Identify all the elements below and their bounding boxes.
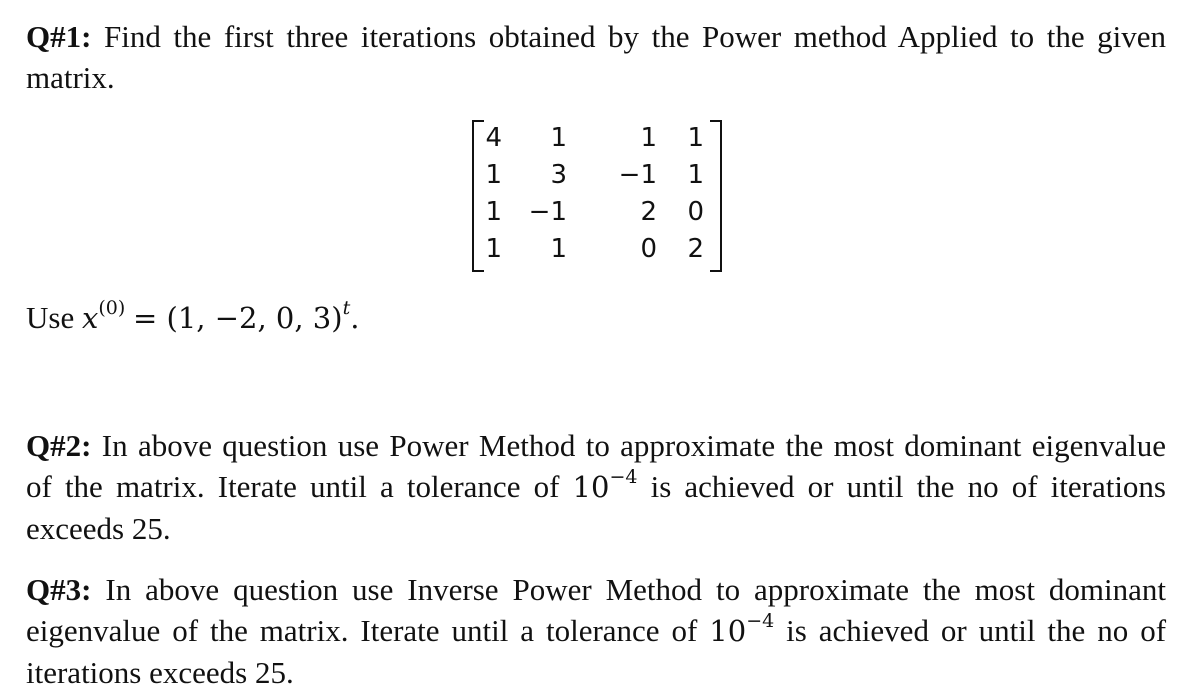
matrix-cell-r3-c2: −1 bbox=[528, 197, 567, 227]
matrix-cell-r1-c2: 1 bbox=[550, 123, 567, 153]
question-2-label: Q#2: bbox=[26, 428, 92, 463]
matrix-right-bracket bbox=[710, 120, 722, 272]
matrix-cell-r2-c1: 1 bbox=[485, 160, 502, 190]
question-3 bbox=[26, 569, 1166, 693]
use-prefix: Use bbox=[26, 300, 75, 335]
matrix-cell-r4-c1: 1 bbox=[485, 234, 502, 264]
matrix-cell-r4-c4: 2 bbox=[687, 234, 704, 264]
initial-vector-line bbox=[26, 297, 359, 339]
matrix-cell-r2-c3: −1 bbox=[618, 160, 657, 190]
question-2-tolerance-exponent: −4 bbox=[609, 466, 638, 488]
matrix-cell-r1-c4: 1 bbox=[687, 123, 704, 153]
vector-end: . bbox=[350, 301, 360, 335]
question-3-text-after: is achieved or until the no of iterations exceeds 25. bbox=[26, 613, 1167, 690]
question-2-text-before: In above question use Power Method to approximate the most dominant eigenvalue of the matrix. Iterate until a tolerance of bbox=[26, 428, 1166, 504]
question-1 bbox=[26, 16, 1166, 98]
matrix-cell-r1-c3: 1 bbox=[640, 123, 657, 153]
matrix-cell-r4-c3: 0 bbox=[640, 234, 657, 264]
matrix-cell-r2-c2: 3 bbox=[550, 160, 567, 190]
question-2-tolerance-base: 10 bbox=[572, 470, 610, 504]
transpose-superscript: t bbox=[342, 297, 351, 319]
vector-variable: x bbox=[81, 301, 99, 335]
question-3-tolerance-base: 10 bbox=[709, 614, 747, 648]
question-2-text-after: is achieved or until the no of iterations exceeds 25. bbox=[26, 469, 1166, 546]
matrix-cell-r1-c1: 4 bbox=[485, 123, 502, 153]
matrix-cell-r3-c3: 2 bbox=[640, 197, 657, 227]
matrix-cell-r3-c1: 1 bbox=[485, 197, 502, 227]
question-3-tolerance-exponent: −4 bbox=[746, 610, 775, 632]
question-3-label: Q#3: bbox=[26, 572, 92, 607]
matrix-cell-r4-c2: 1 bbox=[550, 234, 567, 264]
question-1-text: Find the first three iterations obtained by the Power method Applied to the given matrix. bbox=[26, 19, 1166, 95]
vector-value: = (1, −2, 0, 3) bbox=[133, 301, 343, 335]
matrix-cell-r3-c4: 0 bbox=[687, 197, 704, 227]
vector-superscript: (0) bbox=[98, 297, 126, 319]
matrix bbox=[472, 120, 722, 272]
matrix-cell-r2-c4: 1 bbox=[687, 160, 704, 190]
question-2 bbox=[26, 425, 1166, 549]
question-1-label: Q#1: bbox=[26, 19, 92, 54]
question-3-text-before: In above question use Inverse Power Method to approximate the most dominant eigenvalue of the matrix. Iterate until a tolerance of bbox=[26, 572, 1167, 648]
